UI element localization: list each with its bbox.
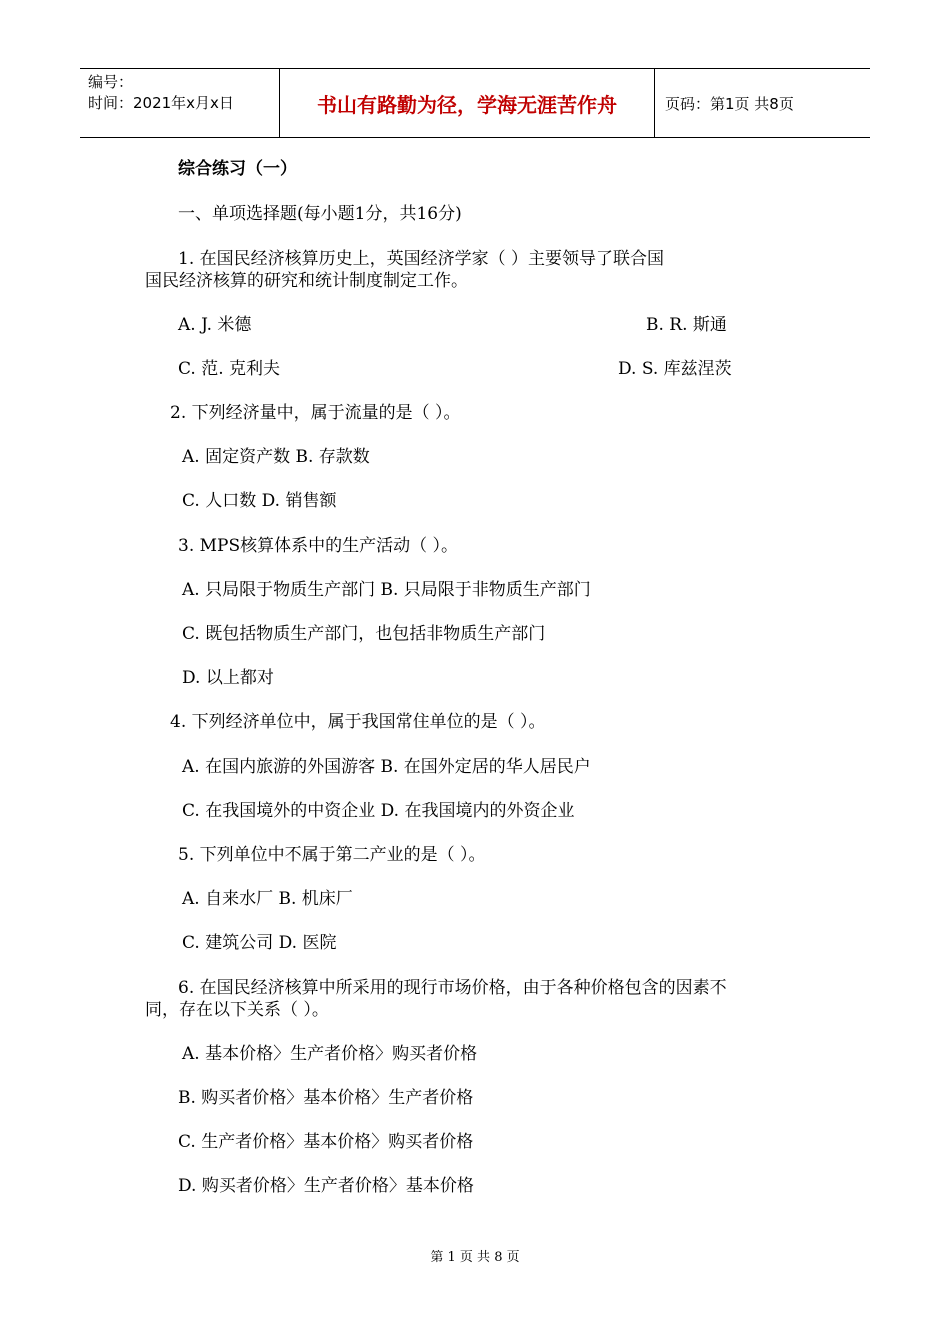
date-label: 时间：2021年x月x日 <box>88 94 234 112</box>
q6-option-b: B. 购买者价格〉基本价格〉生产者价格 <box>178 1088 474 1108</box>
section-heading: 一、单项选择题(每小题1分，共16分) <box>178 204 462 224</box>
header-meta <box>80 69 280 137</box>
number-label: 编号： <box>88 73 134 91</box>
page-footer: 第 1 页 共 8 页 <box>430 1250 520 1265</box>
question-6: 6. 在国民经济核算中所采用的现行市场价格，由于各种价格包含的因素不 <box>178 978 727 998</box>
q6-option-c: C. 生产者价格〉基本价格〉购买者价格 <box>178 1132 474 1152</box>
q5-options-cd: C. 建筑公司 D. 医院 <box>182 933 337 953</box>
q4-options-ab: A. 在国内旅游的外国游客 B. 在国外定居的华人居民户 <box>182 757 591 777</box>
q6-option-d: D. 购买者价格〉生产者价格〉基本价格 <box>178 1176 474 1196</box>
q5-options-ab: A. 自来水厂 B. 机床厂 <box>182 889 353 909</box>
q4-options-cd: C. 在我国境外的中资企业 D. 在我国境内的外资企业 <box>182 801 575 821</box>
header-page-label: 页码：第1页 共8页 <box>665 94 794 113</box>
question-1-cont: 国民经济核算的研究和统计制度制定工作。 <box>145 271 468 291</box>
question-4: 4. 下列经济单位中，属于我国常住单位的是（ ）。 <box>170 712 546 732</box>
q1-option-b: B. R. 斯通 <box>646 315 727 335</box>
question-3: 3. MPS核算体系中的生产活动（ ）。 <box>178 536 459 556</box>
q1-option-a: A. J. 米德 <box>178 315 252 335</box>
q3-options-ab: A. 只局限于物质生产部门 B. 只局限于非物质生产部门 <box>182 580 591 600</box>
q1-option-c: C. 范. 克利夫 <box>178 359 281 379</box>
header-motto: 书山有路勤为径，学海无涯苦作舟 <box>280 69 655 137</box>
question-6-cont: 同，存在以下关系（ ）。 <box>145 1000 329 1020</box>
question-1: 1. 在国民经济核算历史上，英国经济学家（ ）主要领导了联合国 <box>178 249 665 269</box>
question-5: 5. 下列单位中不属于第二产业的是（ ）。 <box>178 845 486 865</box>
q6-option-a: A. 基本价格〉生产者价格〉购买者价格 <box>182 1044 478 1064</box>
q3-option-d: D. 以上都对 <box>182 668 274 688</box>
q1-option-d: D. S. 库兹涅茨 <box>618 359 732 379</box>
header-table <box>80 68 870 138</box>
question-2: 2. 下列经济量中，属于流量的是（ ）。 <box>170 403 461 423</box>
q2-options-ab: A. 固定资产数 B. 存款数 <box>182 447 370 467</box>
q3-option-c: C. 既包括物质生产部门，也包括非物质生产部门 <box>182 624 546 644</box>
q2-options-cd: C. 人口数 D. 销售额 <box>182 491 337 511</box>
document-title: 综合练习（一） <box>178 159 297 179</box>
